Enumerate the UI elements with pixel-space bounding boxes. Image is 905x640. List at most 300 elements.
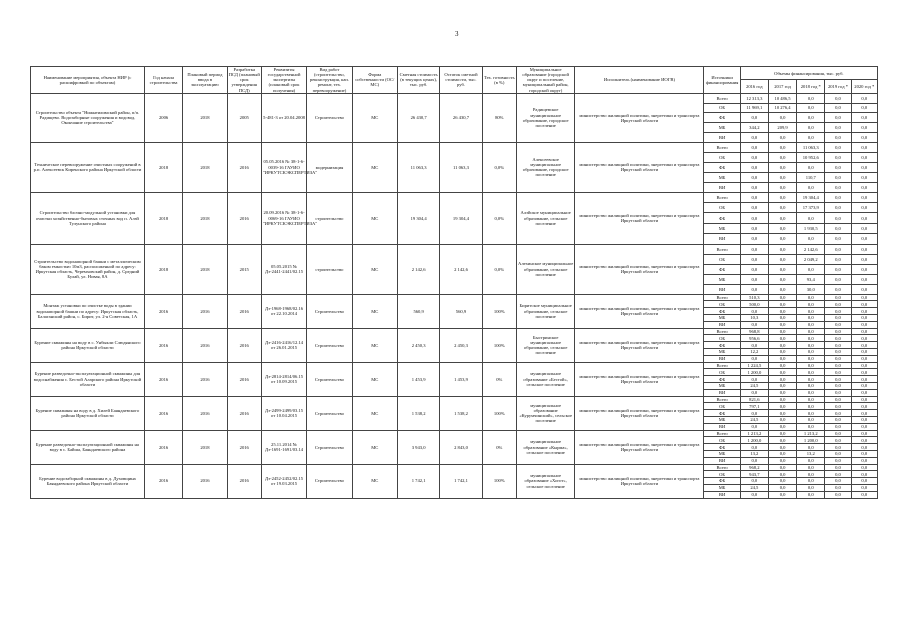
amount-cell: 0,0 (768, 172, 796, 182)
amount-cell: 0,0 (768, 437, 796, 444)
amount-cell: 0,0 (851, 389, 877, 396)
source-label-cell: ВИ (704, 457, 740, 464)
remaining-cell: 2 142,6 (440, 244, 482, 294)
amount-cell: 0,0 (825, 254, 851, 264)
header-year-2016: 2016 год (740, 80, 768, 93)
amount-cell: 0,0 (851, 376, 877, 383)
amount-cell: 0,0 (768, 355, 796, 362)
remaining-cell: 1 538,2 (440, 396, 482, 430)
amount-cell: 0,0 (768, 471, 796, 478)
amount-cell: 0,0 (851, 403, 877, 410)
amount-cell: 0,0 (825, 444, 851, 451)
source-label-cell: Всего (704, 464, 740, 471)
source-label-cell: Всего (704, 396, 740, 403)
amount-cell: 0,0 (797, 484, 825, 491)
executor-cell: министерство жилищной политики, энергетики и транспорта Иркутской области (575, 244, 704, 294)
executor-cell: министерство жилищной политики, энергетики и транспорта Иркутской области (575, 362, 704, 396)
year-plan-cell: 2018 (183, 192, 227, 244)
remaining-cell: 26 430,7 (440, 93, 482, 142)
amount-cell: 1 930,5 (797, 223, 825, 233)
source-label-cell: ВИ (704, 423, 740, 430)
amount-cell: 0,0 (740, 274, 768, 284)
amount-cell: 0,0 (768, 203, 796, 213)
header-cost: Сметная стоимость (в текущих ценах), тыс. руб. (397, 67, 439, 94)
amount-cell: 0,0 (768, 484, 796, 491)
amount-cell: 0,0 (768, 308, 796, 315)
year-plan-cell: 2016 (183, 464, 227, 498)
source-label-cell: ВИ (704, 132, 740, 142)
psd-year-cell: 2016 (227, 362, 261, 396)
amount-cell: 0,0 (768, 315, 796, 322)
amount-cell: 10 952,6 (797, 152, 825, 162)
amount-cell: 0,0 (740, 308, 768, 315)
table-row (31, 328, 878, 335)
amount-cell: 0,0 (768, 444, 796, 451)
amount-cell: 0,0 (768, 182, 796, 192)
amount-cell: 0,0 (768, 192, 796, 202)
amount-cell: 0,0 (797, 308, 825, 315)
readiness-cell: 0,0% (482, 192, 516, 244)
expertise-cell: Дз-2499-2499/03.15 от 10.04.2015 (261, 396, 306, 430)
municipality-cell: муниципальное образование «Кырма», сельское поселение (516, 430, 574, 464)
expertise-cell: 05.05.2016 № 38-1-6-0039-16 ГАУИО "ИРКУТСКЭКСПЕРТИЗА" (261, 142, 306, 192)
amount-cell: 0,0 (768, 430, 796, 437)
amount-cell: 0,0 (825, 274, 851, 284)
amount-cell: 0,0 (825, 471, 851, 478)
expertise-cell: Дз-2814-2814/06.15 от 10.09.2015 (261, 362, 306, 396)
municipality-cell: Алехинское муниципальное образование, сельское поселение (516, 244, 574, 294)
amount-cell: 0,0 (851, 113, 877, 123)
psd-year-cell: 2016 (227, 396, 261, 430)
amount-cell: 0,0 (825, 484, 851, 491)
amount-cell: 0,0 (825, 430, 851, 437)
source-label-cell: Всего (704, 294, 740, 301)
amount-cell: 0,0 (825, 355, 851, 362)
amount-cell: 0,0 (768, 254, 796, 264)
object-name-cell: Строительство блочно-модульной установки для очистки хозяйственно-бытовых сточных вод п. Алзй Тулунского района (31, 192, 145, 244)
amount-cell: 0,0 (851, 244, 877, 254)
source-label-cell: ОБ (704, 437, 740, 444)
table-header (31, 67, 878, 94)
amount-cell: 1 200,0 (797, 437, 825, 444)
amount-cell: 0,0 (740, 491, 768, 498)
amount-cell: 0,0 (851, 484, 877, 491)
ownership-cell: МС (352, 362, 397, 396)
table-row (31, 244, 878, 254)
amount-cell: 0,0 (740, 321, 768, 328)
amount-cell: 0,0 (797, 383, 825, 390)
amount-cell: 0,0 (825, 123, 851, 133)
cost-cell: 19 304,4 (397, 192, 439, 244)
source-label-cell: МБ (704, 274, 740, 284)
expertise-cell: Дз-1968-1968/02.16 от 22.10.2014 (261, 294, 306, 328)
amount-cell: 0,0 (797, 369, 825, 376)
amount-cell: 0,0 (740, 182, 768, 192)
amount-cell: 0,0 (825, 308, 851, 315)
amount-cell: 0,0 (851, 450, 877, 457)
amount-cell: 1 213,2 (740, 430, 768, 437)
source-label-cell: МБ (704, 223, 740, 233)
source-label-cell: ОБ (704, 254, 740, 264)
amount-cell: 0,0 (825, 223, 851, 233)
remaining-cell: 2 843,0 (440, 430, 482, 464)
amount-cell: 0,0 (740, 284, 768, 294)
source-label-cell: МБ (704, 315, 740, 322)
expertise-cell: Дз-2452-2452/02.15 от 19.03.2015 (261, 464, 306, 498)
amount-cell: 0,0 (768, 464, 796, 471)
header-executor: Исполнитель (наименование ИОГВ) (575, 67, 704, 94)
year-start-cell: 2018 (144, 142, 182, 192)
amount-cell: 10,3 (740, 315, 768, 322)
amount-cell: 968,8 (740, 328, 768, 335)
page-number: 3 (455, 30, 459, 38)
amount-cell: 0,0 (768, 369, 796, 376)
source-label-cell: ВИ (704, 182, 740, 192)
header-year-2020: 2020 год * (851, 80, 877, 93)
amount-cell: 0,0 (825, 162, 851, 172)
amount-cell: 0,0 (851, 362, 877, 369)
amount-cell: 0,0 (740, 342, 768, 349)
amount-cell: 0,0 (851, 182, 877, 192)
amount-cell: 0,0 (740, 244, 768, 254)
amount-cell: 11 969,1 (740, 103, 768, 113)
header-year-2017: 2017 год (768, 80, 796, 93)
amount-cell: 0,0 (825, 491, 851, 498)
readiness-cell: 0,0% (482, 244, 516, 294)
amount-cell: 0,0 (851, 335, 877, 342)
source-label-cell: ФБ (704, 162, 740, 172)
amount-cell: 0,0 (740, 223, 768, 233)
amount-cell: 0,0 (740, 264, 768, 274)
amount-cell: 0,0 (768, 349, 796, 356)
table-row (31, 396, 878, 403)
expertise-cell: 20.09.2016 № 38-1-6-0069-16 ГАУИО "ИРКУТСКЭКСПЕРТИЗА" (261, 192, 306, 244)
source-label-cell: МБ (704, 123, 740, 133)
amount-cell: 0,0 (851, 152, 877, 162)
source-label-cell: Всего (704, 244, 740, 254)
cost-cell: 560,9 (397, 294, 439, 328)
amount-cell: 0,0 (825, 321, 851, 328)
amount-cell: 797,1 (740, 403, 768, 410)
amount-cell: 0,0 (768, 342, 796, 349)
amount-cell: 0,0 (825, 396, 851, 403)
amount-cell: 0,0 (797, 182, 825, 192)
readiness-cell: 100% (482, 396, 516, 430)
work-type-cell: Строительство (307, 464, 352, 498)
source-label-cell: ОБ (704, 471, 740, 478)
amount-cell: 0,0 (768, 478, 796, 485)
remaining-cell: 11 063,3 (440, 142, 482, 192)
amount-cell: 0,0 (797, 264, 825, 274)
header-psd: Разработка ПСД (плановый срок утверждения ПСД) (228, 67, 260, 93)
header-name: Наименование мероприятия, объекта НИР (с расшифровкой по объектам) (31, 67, 145, 94)
amount-cell: 0,0 (768, 396, 796, 403)
source-label-cell: ОБ (704, 152, 740, 162)
cost-cell: 1 538,2 (397, 396, 439, 430)
work-type-cell: Строительство (307, 396, 352, 430)
source-label-cell: ВИ (704, 284, 740, 294)
amount-cell: 0,0 (825, 234, 851, 244)
amount-cell: 0,0 (851, 142, 877, 152)
year-plan-cell: 2016 (183, 396, 227, 430)
header-municipality: Муниципальное образование (городской округ и поселение, муниципальный район, городской округ) (516, 67, 574, 94)
source-label-cell: ОБ (704, 369, 740, 376)
readiness-cell: 80% (482, 93, 516, 142)
amount-cell: 0,0 (797, 113, 825, 123)
source-label-cell: Всего (704, 328, 740, 335)
amount-cell: 0,0 (768, 416, 796, 423)
amount-cell: 500,0 (740, 301, 768, 308)
source-label-cell: Всего (704, 430, 740, 437)
amount-cell: 0,0 (825, 103, 851, 113)
amount-cell: 0,0 (768, 362, 796, 369)
amount-cell: 0,0 (851, 383, 877, 390)
amount-cell: 0,0 (768, 389, 796, 396)
amount-cell: 0,0 (825, 172, 851, 182)
amount-cell: 110,7 (797, 172, 825, 182)
psd-year-cell: 2015 (227, 244, 261, 294)
readiness-cell: 100% (482, 464, 516, 498)
year-start-cell: 2016 (144, 396, 182, 430)
amount-cell: 0,0 (768, 383, 796, 390)
year-plan-cell: 2016 (183, 362, 227, 396)
table-row (31, 93, 878, 103)
amount-cell: 0,0 (740, 132, 768, 142)
amount-cell: 0,0 (851, 491, 877, 498)
source-label-cell: МБ (704, 383, 740, 390)
year-start-cell: 2016 (144, 430, 182, 464)
amount-cell: 11 063,3 (797, 142, 825, 152)
amount-cell: 0,0 (851, 123, 877, 133)
amount-cell: 0,0 (797, 491, 825, 498)
expertise-cell: 25.11.2014 № Дз-1691-1691/03.14 (261, 430, 306, 464)
amount-cell: 1 224,5 (740, 362, 768, 369)
amount-cell: 0,0 (851, 416, 877, 423)
remaining-cell: 2 450,3 (440, 328, 482, 362)
psd-year-cell: 2016 (227, 328, 261, 362)
amount-cell: 0,0 (740, 152, 768, 162)
amount-cell: 0,0 (768, 491, 796, 498)
amount-cell: 0,0 (797, 335, 825, 342)
municipality-cell: муниципальное образование «Бестой», сельское поселение (516, 362, 574, 396)
amount-cell: 0,0 (797, 315, 825, 322)
amount-cell: 0,0 (768, 410, 796, 417)
object-name-cell: Техническое перевооружение очистных сооружений в р.п. Алексеевск Киренского района Иркутской области (31, 142, 145, 192)
executor-cell: министерство жилищной политики, энергетики и транспорта Иркутской области (575, 396, 704, 430)
object-name-cell: Бурение разведочно-эксплуатационной скважины на воду в с. Байша, Баяндаевского района (31, 430, 145, 464)
year-plan-cell: 2018 (183, 142, 227, 192)
work-type-cell: Строительство (307, 93, 352, 142)
amount-cell: 0,0 (740, 113, 768, 123)
amount-cell: 0,0 (797, 362, 825, 369)
table-body (31, 93, 878, 498)
amount-cell: 968,2 (740, 464, 768, 471)
source-label-cell: ФБ (704, 342, 740, 349)
executor-cell: министерство жилищной политики, энергетики и транспорта Иркутской области (575, 192, 704, 244)
amount-cell: 0,0 (851, 162, 877, 172)
amount-cell: 0,0 (825, 335, 851, 342)
amount-cell: 0,0 (825, 301, 851, 308)
amount-cell: 0,0 (825, 142, 851, 152)
object-name-cell: Бурение разведочно-эксплуатационной скважины для водоснабжения с. Бестой Аларского района Иркутской области (31, 362, 145, 396)
ownership-cell: МС (352, 294, 397, 328)
psd-year-cell: 2005 (227, 93, 261, 142)
table-row (31, 464, 878, 471)
amount-cell: 0,0 (851, 464, 877, 471)
amount-cell: 0,0 (825, 113, 851, 123)
object-name-cell: Строительство объекта "Нижнеилимский район, п/п. Радищево. Водозаборные сооружения и водовод. Окончание строительства" (31, 93, 145, 142)
amount-cell: 0,0 (768, 223, 796, 233)
work-type-cell: строительство (307, 192, 352, 244)
amount-cell: 12,2 (740, 349, 768, 356)
amount-cell: 0,0 (740, 457, 768, 464)
amount-cell: 0,0 (768, 376, 796, 383)
municipality-cell: Алексеевское муниципальное образование, городское поселение (516, 142, 574, 192)
amount-cell: 0,0 (740, 162, 768, 172)
expertise-cell: 5-481-3 от 20.04.2008 (261, 93, 306, 142)
amount-cell: 0,0 (740, 192, 768, 202)
amount-cell: 209,9 (768, 123, 796, 133)
header-year-start: Год начала строительства (144, 67, 182, 94)
ownership-cell: МС (352, 328, 397, 362)
amount-cell: 0,0 (825, 152, 851, 162)
amount-cell: 0,0 (851, 430, 877, 437)
amount-cell: 19 304,4 (797, 192, 825, 202)
psd-year-cell: 2016 (227, 464, 261, 498)
amount-cell: 0,0 (851, 396, 877, 403)
object-name-cell: Бурение водозаборной скважины в д. Духовщина Баяндаевского района Иркутской области (31, 464, 145, 498)
amount-cell: 0,0 (825, 369, 851, 376)
amount-cell: 0,0 (851, 315, 877, 322)
amount-cell: 0,0 (768, 132, 796, 142)
amount-cell: 13,2 (740, 450, 768, 457)
amount-cell: 0,0 (740, 444, 768, 451)
amount-cell: 0,0 (797, 93, 825, 103)
amount-cell: 0,0 (797, 321, 825, 328)
amount-cell: 2 049,2 (797, 254, 825, 264)
amount-cell: 0,0 (851, 444, 877, 451)
municipality-cell: Быстринское муниципальное образование, сельское поселение (516, 328, 574, 362)
header-financing: Объемы финансирования, тыс. руб. (740, 67, 877, 80)
amount-cell: 0,0 (825, 284, 851, 294)
amount-cell: 0,0 (768, 113, 796, 123)
table-row (31, 362, 878, 369)
amount-cell: 24,5 (740, 484, 768, 491)
amount-cell: 0,0 (851, 103, 877, 113)
source-label-cell: ОБ (704, 335, 740, 342)
year-plan-cell: 2016 (183, 328, 227, 362)
amount-cell: 0,0 (740, 142, 768, 152)
amount-cell: 0,0 (797, 342, 825, 349)
executor-cell: министерство жилищной политики, энергетики и транспорта Иркутской области (575, 142, 704, 192)
source-label-cell: МБ (704, 416, 740, 423)
amount-cell: 0,0 (797, 464, 825, 471)
amount-cell: 0,0 (825, 450, 851, 457)
amount-cell: 0,0 (851, 369, 877, 376)
amount-cell: 1 200,0 (740, 437, 768, 444)
amount-cell: 0,0 (851, 410, 877, 417)
psd-year-cell: 2016 (227, 430, 261, 464)
amount-cell: 0,0 (797, 123, 825, 133)
cost-cell: 3 943,0 (397, 430, 439, 464)
year-start-cell: 2016 (144, 362, 182, 396)
amount-cell: 0,0 (851, 274, 877, 284)
source-label-cell: ФБ (704, 308, 740, 315)
amount-cell: 2 142,6 (797, 244, 825, 254)
amount-cell: 0,0 (768, 162, 796, 172)
amount-cell: 0,0 (797, 376, 825, 383)
amount-cell: 821,6 (740, 396, 768, 403)
work-type-cell: Строительство (307, 430, 352, 464)
amount-cell: 0,0 (825, 376, 851, 383)
amount-cell: 0,0 (768, 234, 796, 244)
amount-cell: 0,0 (825, 315, 851, 322)
amount-cell: 93,4 (797, 274, 825, 284)
source-label-cell: ОБ (704, 301, 740, 308)
amount-cell: 0,0 (768, 142, 796, 152)
ownership-cell: МС (352, 192, 397, 244)
ownership-cell: МС (352, 244, 397, 294)
amount-cell: 0,0 (768, 403, 796, 410)
source-label-cell: ВИ (704, 321, 740, 328)
amount-cell: 0,0 (797, 234, 825, 244)
amount-cell: 0,0 (851, 223, 877, 233)
object-name-cell: Бурение скважины на воду в с. Унбыкли Слюдянского района Иркутской области (31, 328, 145, 362)
amount-cell: 0,0 (851, 342, 877, 349)
header-sources: Источники финансирования (704, 67, 740, 94)
source-label-cell: ОБ (704, 403, 740, 410)
amount-cell: 0,0 (825, 294, 851, 301)
amount-cell: 0,0 (768, 274, 796, 284)
table-row (31, 430, 878, 437)
amount-cell: 0,0 (797, 444, 825, 451)
amount-cell: 13,2 (797, 450, 825, 457)
amount-cell: 0,0 (768, 450, 796, 457)
amount-cell: 0,0 (851, 264, 877, 274)
amount-cell: 0,0 (851, 234, 877, 244)
source-label-cell: ФБ (704, 444, 740, 451)
amount-cell: 0,0 (797, 355, 825, 362)
amount-cell: 0,0 (768, 335, 796, 342)
amount-cell: 0,0 (740, 213, 768, 223)
ownership-cell: МС (352, 142, 397, 192)
amount-cell: 344,2 (740, 123, 768, 133)
amount-cell: 0,0 (851, 471, 877, 478)
source-label-cell: ВИ (704, 234, 740, 244)
table-row (31, 294, 878, 301)
source-label-cell: ФБ (704, 478, 740, 485)
amount-cell: 0,0 (851, 294, 877, 301)
amount-cell: 956,6 (740, 335, 768, 342)
source-label-cell: Всего (704, 142, 740, 152)
amount-cell: 0,0 (851, 172, 877, 182)
executor-cell: министерство жилищной политики, энергетики и транспорта Иркутской области (575, 93, 704, 142)
source-label-cell: МБ (704, 450, 740, 457)
amount-cell: 0,0 (851, 437, 877, 444)
amount-cell: 0,0 (740, 478, 768, 485)
amount-cell: 0,0 (825, 416, 851, 423)
amount-cell: 0,0 (825, 389, 851, 396)
amount-cell: 0,0 (768, 264, 796, 274)
year-start-cell: 2016 (144, 294, 182, 328)
remaining-cell: 1 742,1 (440, 464, 482, 498)
work-type-cell: Строительство (307, 294, 352, 328)
amount-cell: 0,0 (740, 389, 768, 396)
amount-cell: 943,7 (740, 471, 768, 478)
amount-cell: 1 200,0 (740, 369, 768, 376)
source-label-cell: ВИ (704, 355, 740, 362)
readiness-cell: 0,0% (482, 142, 516, 192)
